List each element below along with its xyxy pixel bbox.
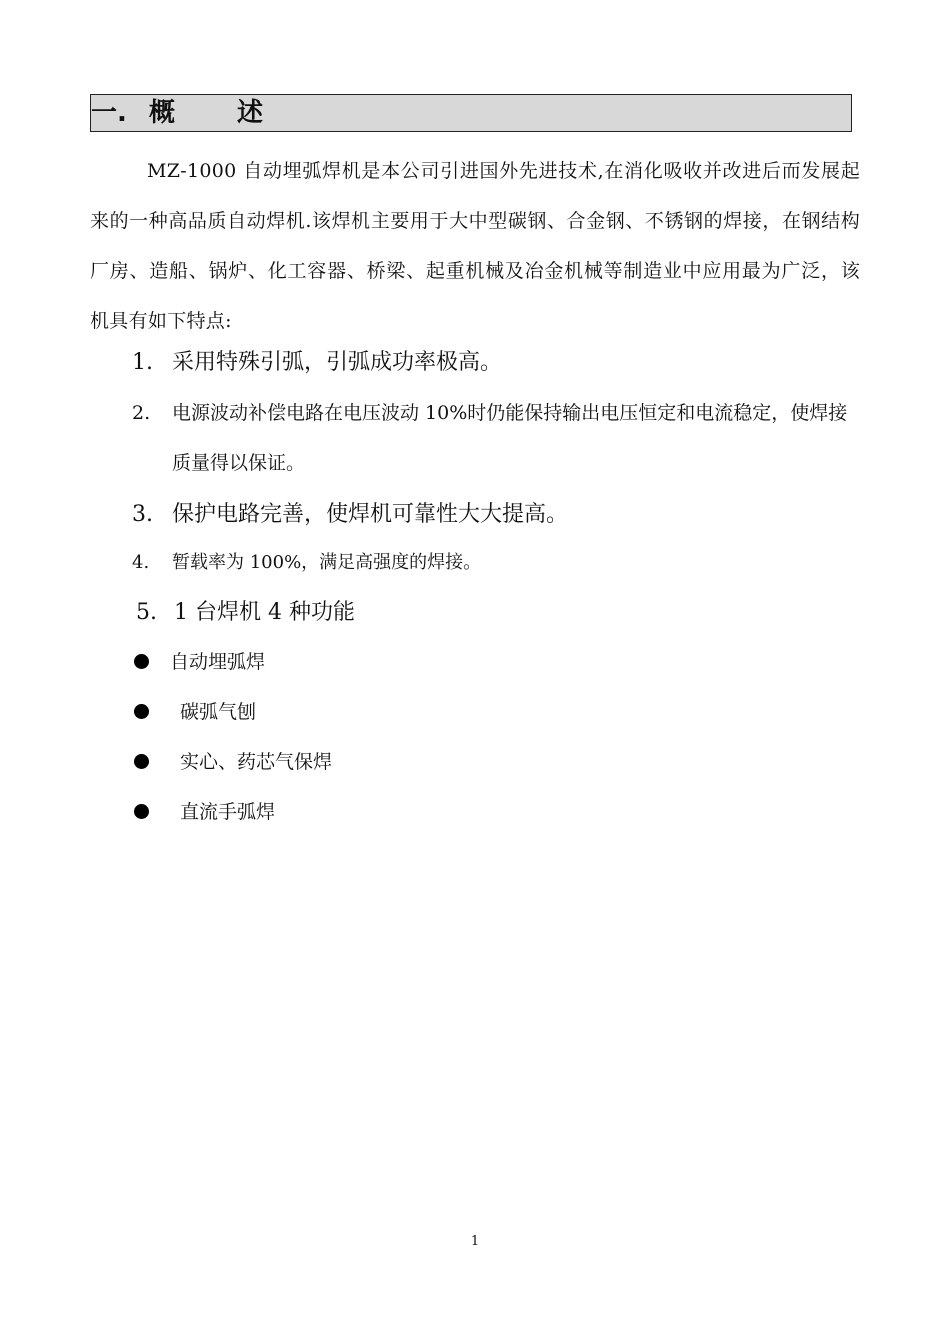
- section-title-part2: 述: [237, 98, 264, 128]
- feature-marker: 2.: [132, 402, 151, 424]
- feature-text: 暂载率为 100%，满足高强度的焊接。: [172, 552, 482, 573]
- function-text: 直流手弧焊: [180, 801, 276, 823]
- bullet-dot-icon: [134, 754, 149, 769]
- function-item-4: [132, 792, 832, 832]
- function-item-2: [132, 692, 832, 732]
- bullet-dot-icon: [134, 704, 149, 719]
- bullet-dot-icon: [134, 804, 149, 819]
- function-item-3: [132, 742, 832, 782]
- feature-text: 采用特殊引弧，引弧成功率极高。: [172, 350, 503, 375]
- feature-text: 电源波动补偿电路在电压波动 10%时仍能保持输出电压恒定和电流稳定，使焊接质量得以保证。: [172, 402, 848, 474]
- intro-paragraph: MZ-1000 自动埋弧焊机是本公司引进国外先进技术,在消化吸收并改进后而发展起来的一种高品质自动焊机.该焊机主要用于大中型碳钢、合金钢、不锈钢的焊接，在钢结构厂房、造船、锅炉、化工容器、桥梁、起重机械及冶金机械等制造业中应用最为广泛，该机具有如下特点:: [90, 160, 860, 332]
- feature-marker: 1.: [132, 350, 153, 375]
- feature-text: 1 台焊机 4 种功能: [174, 600, 355, 625]
- feature-marker: 3.: [132, 502, 153, 527]
- page-number: 1: [470, 1234, 480, 1249]
- feature-marker: 4.: [132, 552, 150, 573]
- section-title-part1: 概: [149, 98, 176, 128]
- feature-marker: 5.: [136, 600, 157, 625]
- bullet-dot-icon: [134, 654, 149, 669]
- function-text: 实心、药芯气保焊: [180, 751, 333, 773]
- function-text: 自动埋弧焊: [170, 651, 266, 673]
- feature-text: 保护电路完善，使焊机可靠性大大提高。: [172, 502, 569, 527]
- function-text: 碳弧气刨: [180, 701, 257, 723]
- section-header: [90, 94, 852, 132]
- section-number: 一.: [91, 98, 127, 128]
- function-item-1: [132, 642, 832, 682]
